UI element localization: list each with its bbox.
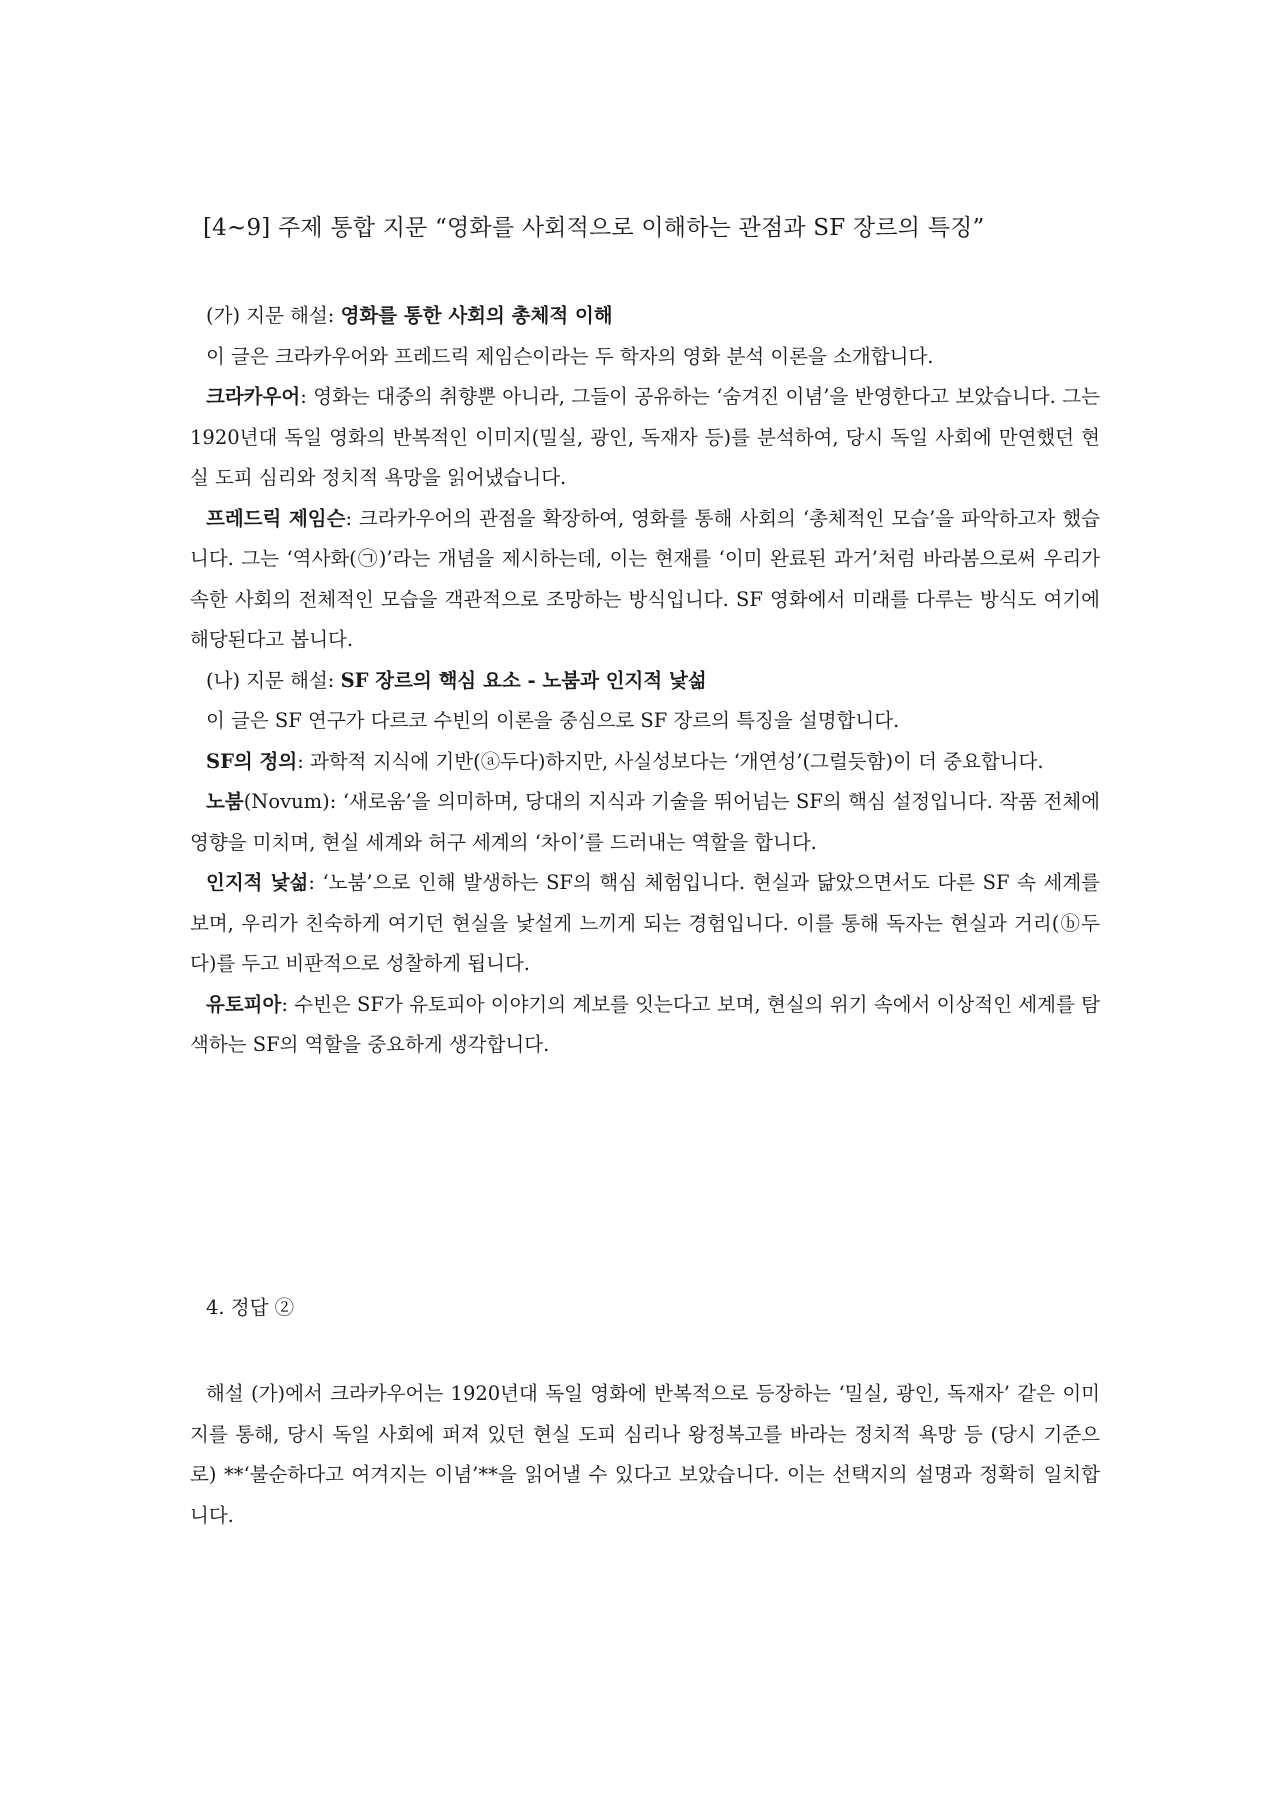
- novum-term: 노붐: [206, 790, 244, 813]
- jameson-text: : 크라카우어의 관점을 확장하여, 영화를 통해 사회의 ‘총체적인 모습’을 파악하고자 했습니다. 그는 ‘역사화(㉠)’라는 개념을 제시하는데, 이는 현재를 ‘이미 완료된 과거’처럼 바라봄으로써 우리가 속한 사회의 전체적인 모습을 객관적으로 조망하는 방식입니다. SF 영화에서 미래를 다루는 방식도 여기에 해당된다고 봅니다.: [190, 506, 1100, 651]
- answer-label: 4. 정답 ②: [206, 1296, 295, 1319]
- explanation-section: [190, 1374, 1100, 1536]
- sf-definition-text: : 과학적 지식에 기반(ⓐ두다)하지만, 사실성보다는 ‘개연성’(그럴듯함)이 더 중요합니다.: [297, 749, 1044, 773]
- jameson-term: 프레드릭 제임슨: [206, 506, 346, 530]
- estrangement-term: 인지적 낯섦: [206, 871, 309, 894]
- kracauer-paragraph: [190, 377, 1100, 499]
- jameson-paragraph: [190, 499, 1100, 661]
- utopia-paragraph: [190, 985, 1100, 1066]
- document-title: [4~9] 주제 통합 지문 “영화를 사회적으로 이해하는 관점과 SF 장르의 특징”: [203, 215, 985, 241]
- novum-paragraph: [190, 782, 1100, 863]
- sf-definition-paragraph: [190, 742, 1100, 783]
- section-na-intro: 이 글은 SF 연구가 다르코 수빈의 이론을 중심으로 SF 장르의 특징을 설명합니다.: [206, 709, 900, 732]
- section-ga-heading: [190, 296, 1100, 337]
- estrangement-paragraph: [190, 863, 1100, 985]
- section-ga-intro: 이 글은 크라카우어와 프레드릭 제임슨이라는 두 학자의 영화 분석 이론을 소개합니다.: [206, 344, 934, 368]
- section-na-heading-prefix: (나) 지문 해설:: [206, 668, 341, 692]
- utopia-text: : 수빈은 SF가 유토피아 이야기의 계보를 잇는다고 보며, 현실의 위기 속에서 이상적인 세계를 탐색하는 SF의 역할을 중요하게 생각합니다.: [190, 992, 1100, 1056]
- section-na-heading-title: SF 장르의 핵심 요소 - 노붐과 인지적 낯섦: [340, 668, 707, 692]
- kracauer-text: : 영화는 대중의 취향뿐 아니라, 그들이 공유하는 ‘숨겨진 이념’을 반영한다고 보았습니다. 그는 1920년대 독일 영화의 반복적인 이미지(밀실, 광인, 독재자 등)를 분석하여, 당시 독일 사회에 만연했던 현실 도피 심리와 정치적 욕망을 읽어냈습니다.: [190, 385, 1100, 489]
- novum-text: (Novum): ‘새로움’을 의미하며, 당대의 지식과 기술을 뛰어넘는 SF의 핵심 설정입니다. 작품 전체에 영향을 미치며, 현실 세계와 허구 세계의 ‘차이’를 드러내는 역할을 합니다.: [190, 790, 1100, 854]
- explanation-text: 해설 (가)에서 크라카우어는 1920년대 독일 영화에 반복적으로 등장하는 ‘밀실, 광인, 독재자’ 같은 이미지를 통해, 당시 독일 사회에 퍼져 있던 현실 도피 심리나 왕정복고를 바라는 정치적 욕망 등 (당시 기준으로) **‘불순하다고 여겨지는 이념’**을 읽어낼 수 있다고 보았습니다. 이는 선택지의 설명과 정확히 일치합니다.: [190, 1382, 1100, 1527]
- estrangement-text: : ‘노붐’으로 인해 발생하는 SF의 핵심 체험입니다. 현실과 닮았으면서도 다른 SF 속 세계를 보며, 우리가 친숙하게 여기던 현실을 낯설게 느끼게 되는 경험입니다. 이를 통해 독자는 현실과 거리(ⓑ두다)를 두고 비판적으로 성찰하게 됩니다.: [190, 871, 1100, 975]
- section-ga-heading-title: 영화를 통한 사회의 총체적 이해: [340, 304, 613, 327]
- section-na-heading: [190, 661, 1100, 702]
- kracauer-term: 크라카우어: [206, 385, 301, 408]
- commentary-section: [190, 296, 1100, 1066]
- utopia-term: 유토피아: [206, 992, 282, 1016]
- section-ga-heading-prefix: (가) 지문 해설:: [206, 304, 341, 327]
- sf-definition-term: SF의 정의: [206, 749, 298, 773]
